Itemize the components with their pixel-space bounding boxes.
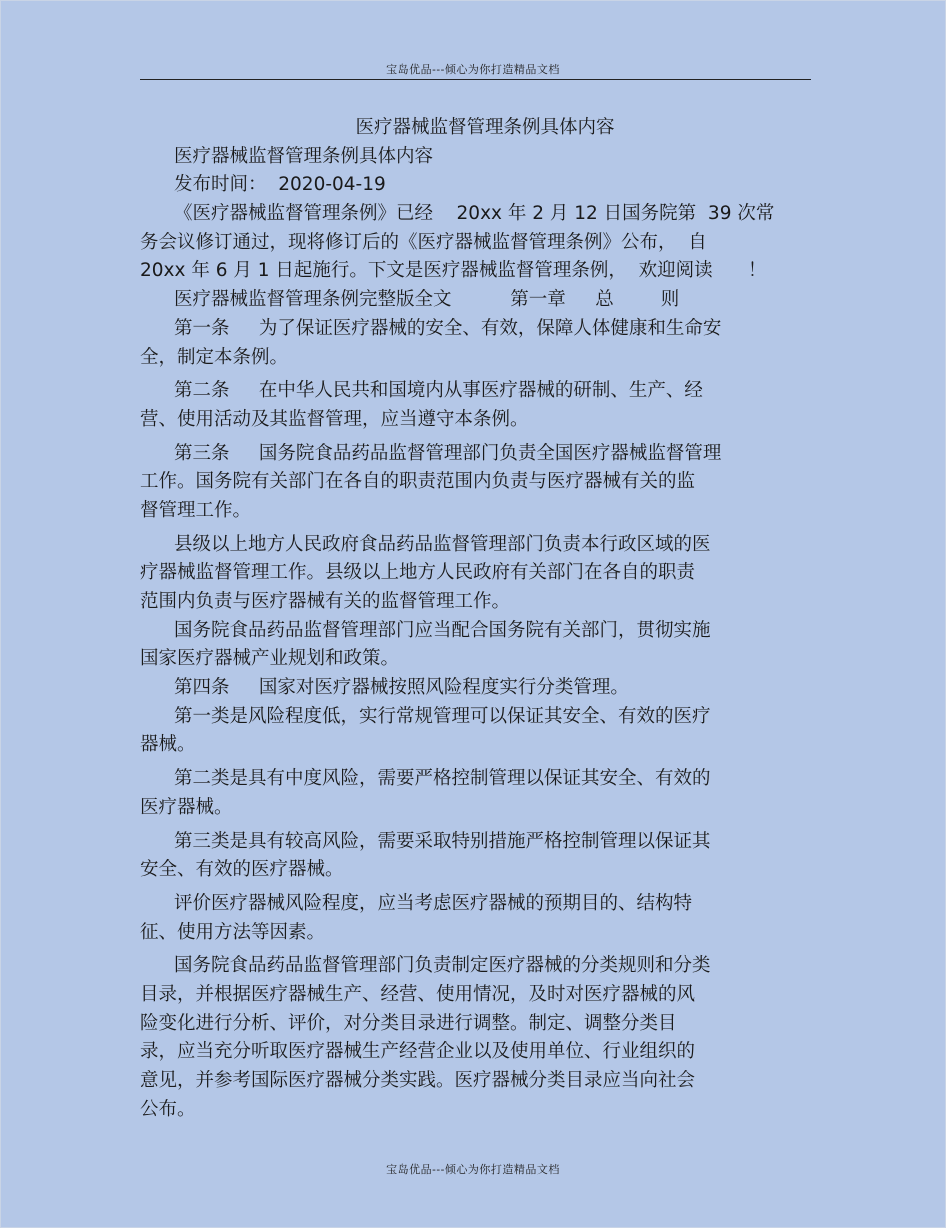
paragraph-line: 评价医疗器械风险程度，应当考虑医疗器械的预期目的、结构特: [174, 892, 693, 914]
paragraph-line: 国家医疗器械产业规划和政策。: [140, 648, 400, 670]
paragraph-line: 第一条 为了保证医疗器械的安全、有效，保障人体健康和生命安: [174, 317, 722, 339]
paragraph-line: 第三类是具有较高风险，需要采取特别措施严格控制管理以保证其: [174, 830, 711, 852]
publish-date-line: 发布时间： 2020-04-19: [174, 174, 386, 196]
paragraph-line: 第一类是风险程度低，实行常规管理可以保证其安全、有效的医疗: [174, 705, 711, 727]
paragraph-line: 《医疗器械监督管理条例》已经 20xx 年 2 月 12 日国务院第 39 次常: [174, 203, 775, 225]
paragraph-line: 全，制定本条例。: [140, 346, 289, 368]
paragraph-line: 公布。: [140, 1098, 196, 1120]
paragraph-line: 医疗器械监督管理条例具体内容: [174, 145, 434, 167]
page-header: 宝岛优品---倾心为你打造精品文档: [386, 63, 560, 76]
paragraph-line: 险变化进行分析、评价，对分类目录进行调整。制定、调整分类目: [140, 1012, 677, 1034]
page-footer: 宝岛优品---倾心为你打造精品文档: [386, 1163, 560, 1176]
paragraph-line: 国务院食品药品监督管理部门应当配合国务院有关部门，贯彻实施: [174, 619, 711, 641]
paragraph-line: 器械。: [140, 734, 196, 756]
paragraph-line: 范围内负责与医疗器械有关的监督管理工作。: [140, 591, 511, 612]
paragraph-line: 录，应当充分听取医疗器械生产经营企业以及使用单位、行业组织的: [140, 1041, 696, 1063]
paragraph-line: 国务院食品药品监督管理部门负责制定医疗器械的分类规则和分类: [174, 955, 711, 977]
paragraph-line: 营、使用活动及其监督管理，应当遵守本条例。: [140, 408, 529, 430]
chapter-heading-line: 医疗器械监督管理条例完整版全文 第一章 总 则: [174, 289, 680, 311]
paragraph-line: 征、使用方法等因素。: [140, 921, 326, 943]
document-title: 医疗器械监督管理条例具体内容: [355, 117, 615, 138]
header-divider: [140, 79, 811, 80]
paragraph-line: 务会议修订通过，现将修订后的《医疗器械监督管理条例》公布， 自: [140, 231, 707, 253]
paragraph-line: 县级以上地方人民政府食品药品监督管理部门负责本行政区域的医: [174, 533, 711, 555]
paragraph-line: 意见，并参考国际医疗器械分类实践。医疗器械分类目录应当向社会: [140, 1070, 696, 1091]
paragraph-line: 目录，并根据医疗器械生产、经营、使用情况，及时对医疗器械的风: [140, 983, 696, 1005]
paragraph-line: 第四条 国家对医疗器械按照风险程度实行分类管理。: [174, 677, 629, 699]
paragraph-line: 疗器械监督管理工作。县级以上地方人民政府有关部门在各自的职责: [140, 562, 696, 584]
paragraph-line: 医疗器械。: [140, 796, 233, 818]
paragraph-line: 第三条 国务院食品药品监督管理部门负责全国医疗器械监督管理: [174, 442, 722, 464]
paragraph-line: 第二类是具有中度风险，需要严格控制管理以保证其安全、有效的: [174, 768, 711, 790]
paragraph-line: 安全、有效的医疗器械。: [140, 859, 344, 881]
paragraph-line: 督管理工作。: [140, 499, 252, 521]
paragraph-line: 第二条 在中华人民共和国境内从事医疗器械的研制、生产、经: [174, 380, 703, 402]
document-body: [140, 114, 812, 1124]
paragraph-line: 工作。国务院有关部门在各自的职责范围内负责与医疗器械有关的监: [140, 471, 696, 493]
paragraph-line: 20xx 年 6 月 1 日起施行。下文是医疗器械监督管理条例， 欢迎阅读 ！: [140, 260, 767, 282]
